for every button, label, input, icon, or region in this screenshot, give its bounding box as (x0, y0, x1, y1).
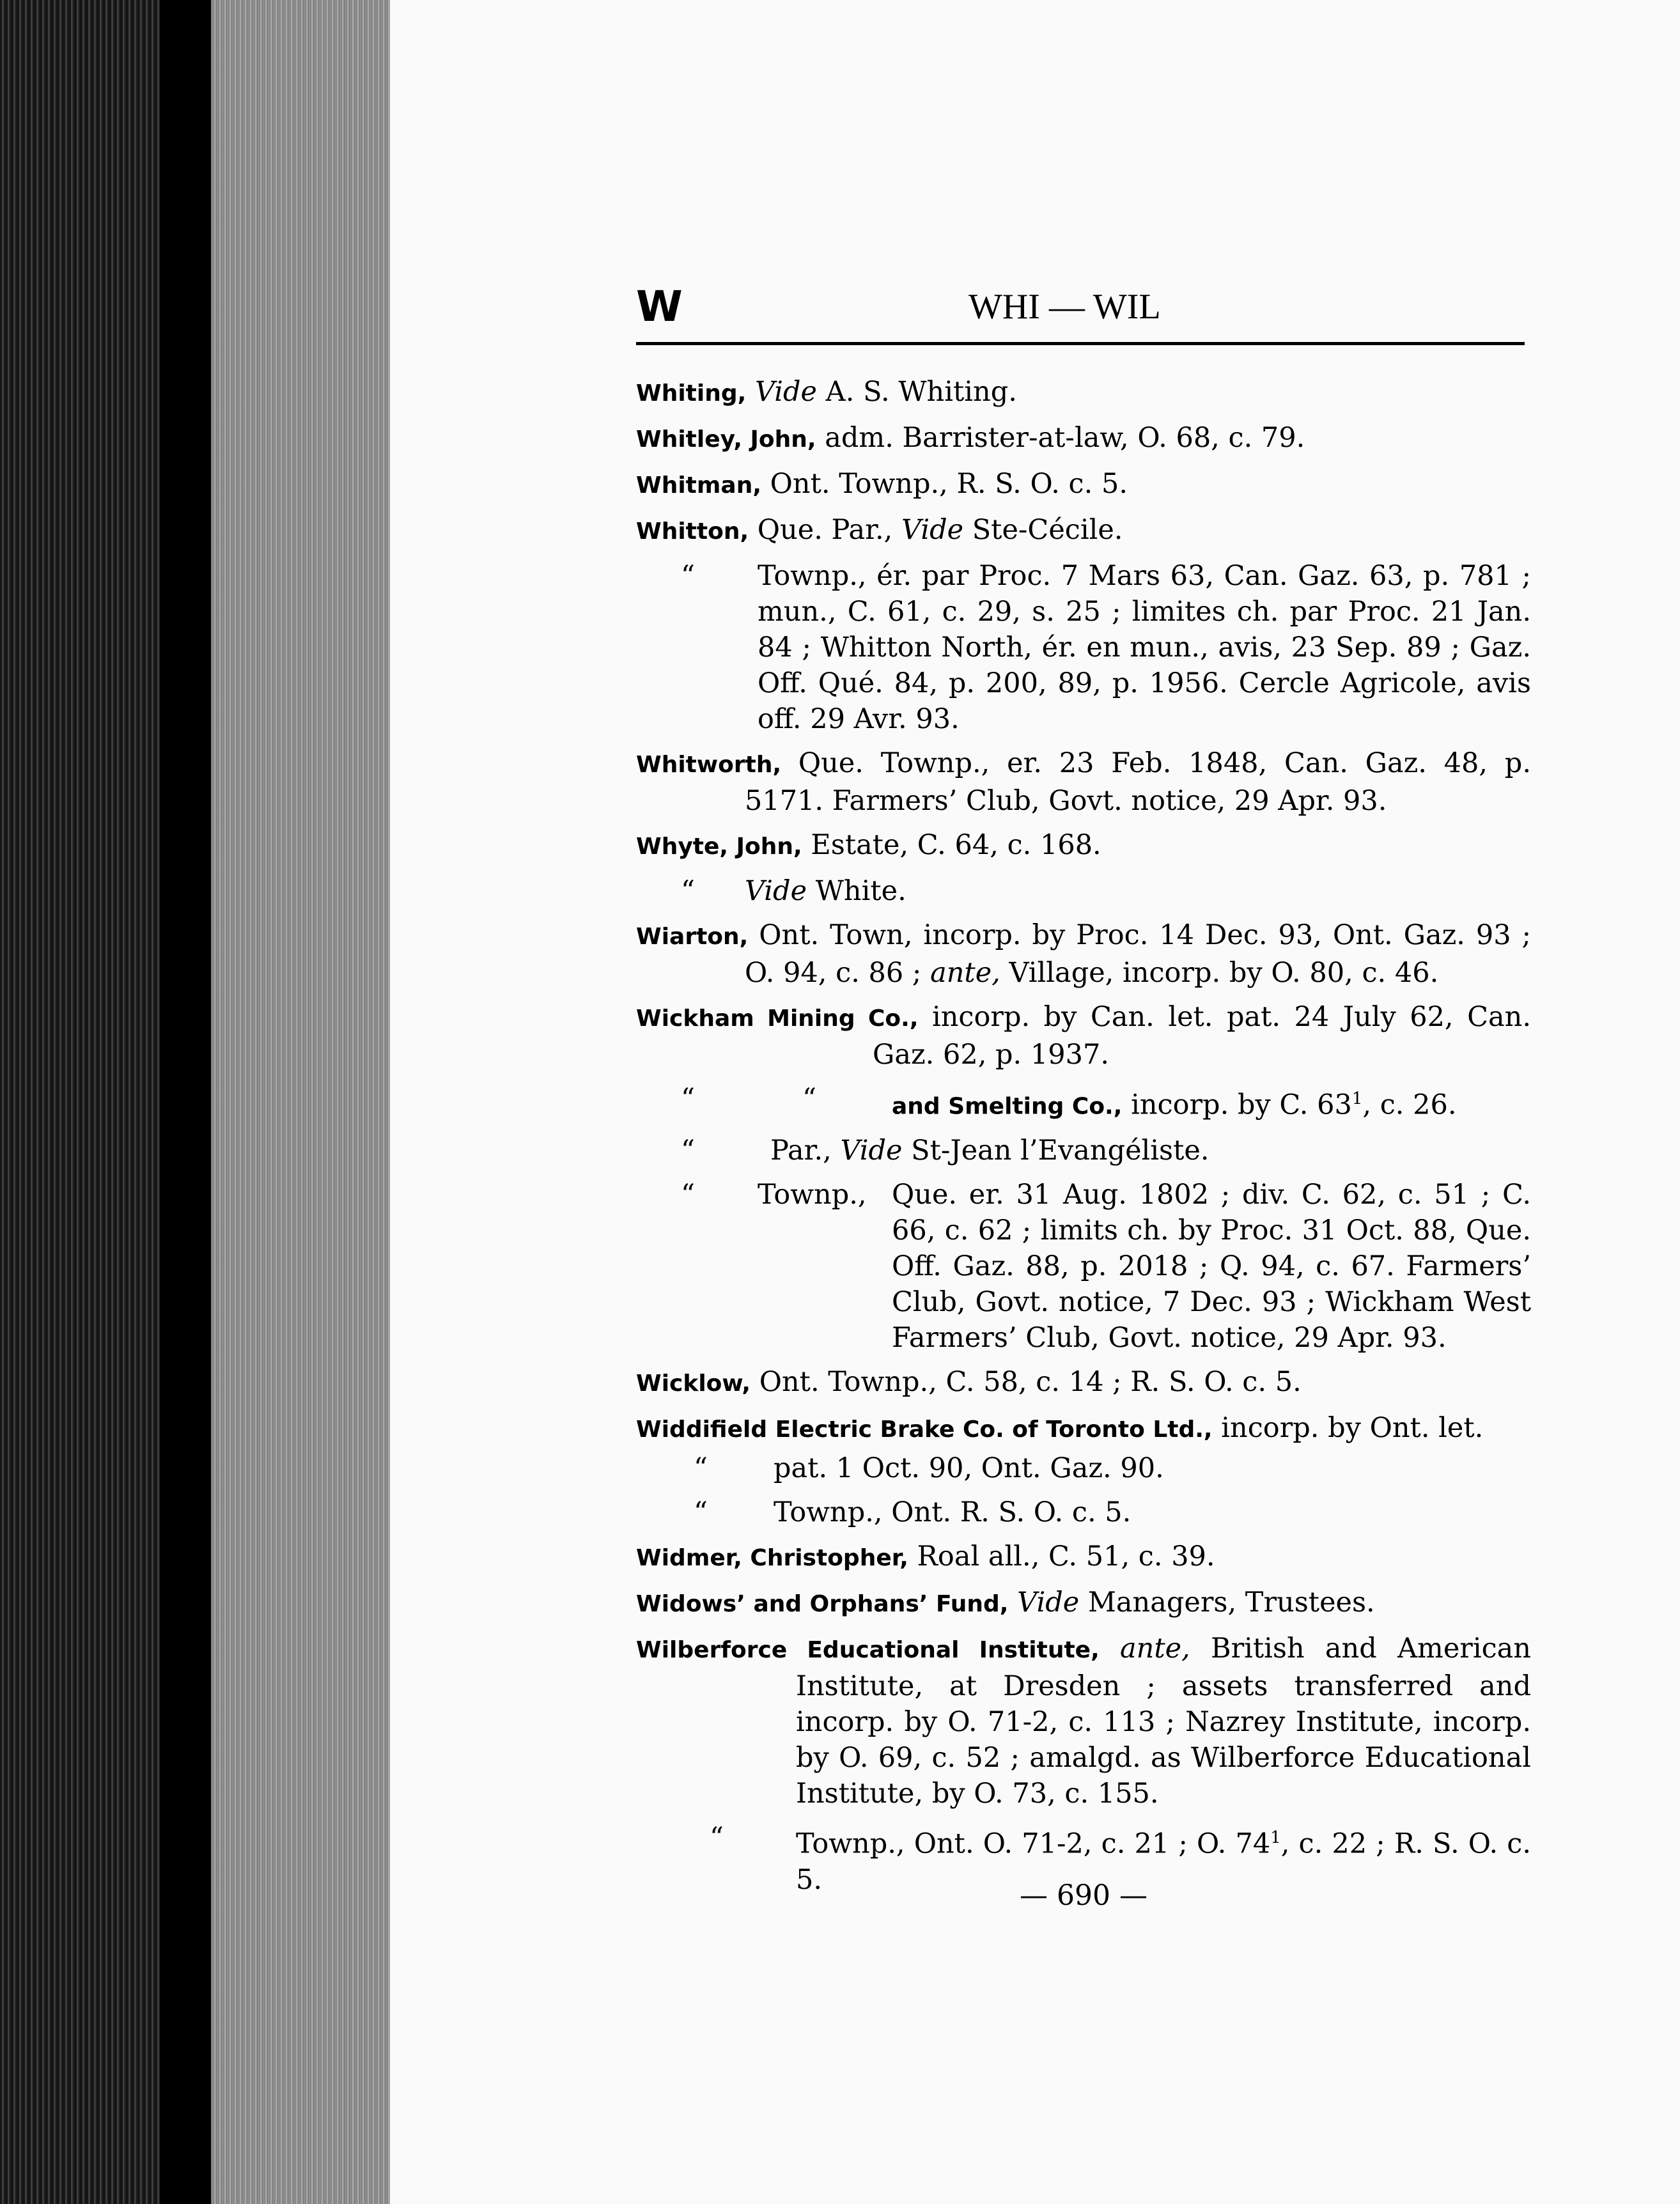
entry-widmer: Widmer, Christopher, Roal all., C. 51, c. 39. (636, 1540, 1215, 1573)
ditto-mark: “ (694, 1496, 708, 1529)
index-entries (636, 374, 1531, 1906)
headword: Wickham Mining Co., (636, 1005, 919, 1032)
ditto-mark: “ (681, 560, 695, 592)
headword: Whitley, John, (636, 426, 816, 453)
headword: Wicklow, (636, 1370, 751, 1397)
ditto-mark: “ (681, 1083, 695, 1115)
ditto-mark: “ (710, 1822, 724, 1854)
entry-whitton-townp: “ Townp., ér. par Proc. 7 Mars 63, Can. Gaz. 63, p. 781 ; mun., C. 61, c. 29, s. 25 ; limites ch. par Proc. 21 Jan. 84 ; Whitton North, ér. en mun., avis, 23 Sep. 89 ; Gaz. Off. Qué. 84, p. 200, 89, p. 1956. Cercle Agricole, avis off. 29 Avr. 93. (636, 558, 1531, 737)
entry-wickham-par: “ Par., Vide St-Jean l’Evangéliste. (636, 1133, 1531, 1168)
entry-widows: Widows’ and Orphans’ Fund, Vide Managers, Trustees. (636, 1587, 1375, 1619)
headword: Whyte, John, (636, 834, 802, 860)
entry-whitton: Whitton, Que. Par., Vide Ste-Cécile. (636, 514, 1123, 546)
ditto-mark: “ (694, 1452, 708, 1485)
ditto-mark: “ (802, 1083, 816, 1115)
entry-whitman: Whitman, Ont. Townp., R. S. O. c. 5. (636, 468, 1128, 500)
entry-widdifield-townp: “ Townp., Ont. R. S. O. c. 5. (636, 1494, 1531, 1530)
ditto-mark: “ (681, 1135, 695, 1167)
headword: Whitworth, (636, 752, 782, 778)
headword: Wiarton, (636, 924, 749, 950)
entry-wiarton: Wiarton, Ont. Town, incorp. by Proc. 14 Dec. 93, Ont. Gaz. 93 ; O. 94, c. 86 ; ante, Village, incorp. by O. 80, c. 46. (636, 919, 1531, 989)
header-range: WHI — WIL (968, 287, 1161, 327)
headword: Wilberforce Educational Institute, (636, 1637, 1100, 1664)
entry-whiting: Whiting, Vide A. S. Whiting. (636, 376, 1017, 408)
entry-widdifield: Widdifield Electric Brake Co. of Toronto Ltd., incorp. by Ont. let. (636, 1412, 1484, 1445)
book-fore-edge (211, 0, 390, 2204)
headword: Whitton, (636, 518, 749, 545)
entry-wilberforce-townp: “ Townp., Ont. O. 71-2, c. 21 ; O. $74^1$, c. 22 ; R. S. O. c. 5. (636, 1820, 1531, 1897)
entry-wickham: Wickham Mining Co., incorp. by Can. let. pat. 24 July 62, Can. Gaz. 62, p. 1937. (636, 1001, 1531, 1071)
running-header (636, 281, 1525, 364)
headword: Widdifield Electric Brake Co. of Toronto Ltd., (636, 1416, 1213, 1443)
headword: Whitman, (636, 472, 761, 499)
entry-whyte: Whyte, John, Estate, C. 64, c. 168. (636, 829, 1101, 861)
entry-whyte-vide: “ Vide White. (636, 873, 1531, 909)
entry-whitworth: Whitworth, Que. Townp., er. 23 Feb. 1848, Can. Gaz. 48, p. 5171. Farmers’ Club, Govt. notice, 29 Apr. 93. (636, 747, 1531, 817)
section-letter: W (636, 282, 683, 331)
entry-widdifield-pat: “ pat. 1 Oct. 90, Ont. Gaz. 90. (636, 1450, 1531, 1486)
entry-whitley: Whitley, John, adm. Barrister-at-law, O. 68, c. 79. (636, 422, 1305, 454)
ditto-mark: “ (681, 1179, 695, 1211)
entry-wilberforce: Wilberforce Educational Institute, ante, British and American Institute, at Dresden ; assets transferred and incorp. by O. 71-2, c. 113 ; Nazrey Institute, incorp. by O. 69, c. 52 ; amalgd. as Wilberforce Educational Institute, by O. 73, c. 155. (636, 1633, 1532, 1810)
entry-wickham-townp: “ Townp., Que. er. 31 Aug. 1802 ; div. C. 62, c. 51 ; C. 66, c. 62 ; limits ch. by Proc. 31 Oct. 88, Que. Off. Gaz. 88, p. 2018 ; Q. 94, c. 67. Farmers’ Club, Govt. notice, 7 Dec. 93 ; Wickham West Farmers’ Club, Govt. notice, 29 Apr. 93. (636, 1177, 1531, 1356)
header-rule (636, 342, 1525, 345)
headword: Widmer, Christopher, (636, 1545, 908, 1572)
entry-wickham-smelting: “ “ and Smelting Co., incorp. by C. $63^1$, c. 26. (636, 1081, 1531, 1124)
headword: Whiting, (636, 380, 747, 407)
entry-wicklow: Wicklow, Ont. Townp., C. 58, c. 14 ; R. S. O. c. 5. (636, 1366, 1302, 1399)
ditto-mark: “ (681, 875, 695, 907)
page-number: — 690 — (1020, 1879, 1147, 1912)
headword: Widows’ and Orphans’ Fund, (636, 1591, 1009, 1618)
